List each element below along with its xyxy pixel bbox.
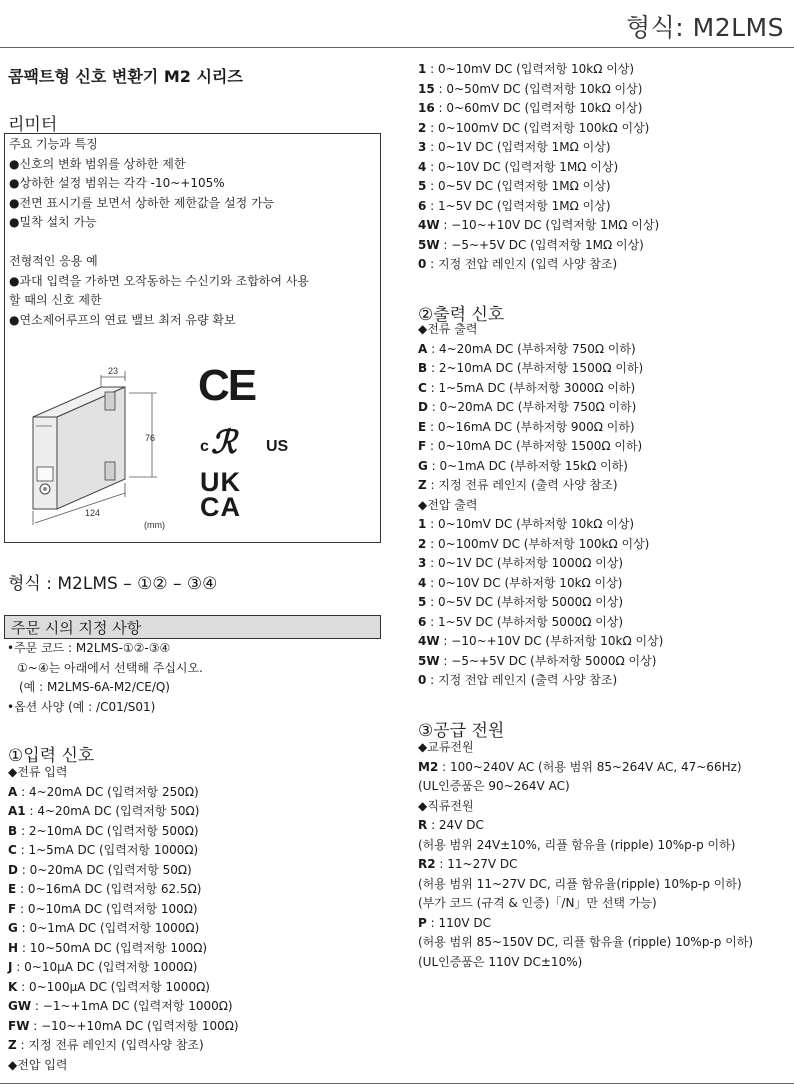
spec-line bbox=[8, 919, 239, 939]
spec-line bbox=[418, 418, 663, 438]
device-dimension-drawing bbox=[5, 359, 195, 539]
spec-line bbox=[8, 939, 239, 959]
spec-line bbox=[8, 978, 239, 998]
spec-line bbox=[418, 379, 663, 399]
dimension-width: 23 bbox=[108, 366, 119, 376]
spec-code: FW bbox=[8, 1018, 30, 1033]
spec-code: 5W bbox=[418, 237, 440, 252]
features-heading: 주요 기능과 특징 bbox=[9, 137, 98, 151]
spec-line bbox=[418, 875, 753, 895]
input-current-heading: ◆전류 입력 bbox=[8, 765, 68, 779]
spec-code: Z bbox=[8, 1038, 17, 1052]
spec-code: H bbox=[8, 940, 19, 955]
spec-code: F bbox=[418, 439, 427, 453]
spec-text: : 1~5V DC (부하저항 5000Ω 이상) bbox=[426, 614, 624, 629]
spec-text: : 지정 전압 레인지 (출력 사양 참조) bbox=[426, 673, 618, 687]
spec-text: : 0~1V DC (부하저항 1000Ω 이상) bbox=[426, 556, 624, 570]
spec-code: D bbox=[418, 400, 428, 414]
ul-c-label: c bbox=[200, 438, 209, 455]
spec-text: : 0~20mA DC (부하저항 750Ω 이하) bbox=[427, 400, 637, 414]
spec-code: 0 bbox=[418, 257, 427, 271]
spec-code: 1 bbox=[418, 62, 427, 76]
spec-text: : 1~5V DC (입력저항 1MΩ 이상) bbox=[426, 198, 611, 213]
spec-text: : 0~10mA DC (부하저항 1500Ω 이하) bbox=[426, 439, 643, 453]
dimension-depth: 124 bbox=[85, 508, 101, 518]
spec-line bbox=[418, 177, 659, 197]
power-ac-heading: ◆교류전원 bbox=[418, 740, 474, 754]
spec-code: GW bbox=[8, 999, 32, 1013]
spec-text: : 0~16mA DC (입력저항 62.5Ω) bbox=[16, 882, 202, 896]
series-title: 콤팩트형 신호 변환기 M2 시리즈 bbox=[8, 67, 243, 86]
spec-text: : −10~+10V DC (부하저항 10kΩ 이상) bbox=[439, 634, 664, 648]
feature-item: ●밀착 설치 가능 bbox=[9, 215, 97, 229]
input-current-list bbox=[8, 763, 239, 1075]
spec-line bbox=[418, 437, 663, 457]
spec-code: P bbox=[418, 915, 427, 930]
spec-code: 5 bbox=[418, 595, 427, 609]
spec-text: : −5~+5V DC (부하저항 5000Ω 이상) bbox=[439, 653, 657, 668]
spec-text: : 0~5V DC (입력저항 1MΩ 이상) bbox=[426, 179, 611, 193]
ordering-line: (예 : M2LMS-6A-M2/CE/Q) bbox=[19, 680, 170, 694]
spec-text: : 24V DC bbox=[427, 818, 484, 832]
spec-line bbox=[8, 822, 239, 842]
spec-line bbox=[418, 359, 663, 379]
spec-line bbox=[418, 119, 659, 139]
spec-code: 6 bbox=[418, 614, 427, 629]
spec-text: : 2~10mA DC (입력저항 500Ω) bbox=[17, 823, 199, 838]
spec-text: : 지정 전압 레인지 (입력 사양 참조) bbox=[426, 257, 618, 271]
spec-code: K bbox=[8, 979, 18, 994]
spec-code: Z bbox=[418, 478, 427, 492]
spec-code: M2 bbox=[418, 759, 439, 774]
feature-item: ●신호의 변화 범위를 상하한 제한 bbox=[9, 156, 186, 171]
spec-line bbox=[418, 398, 663, 418]
spec-code: C bbox=[418, 380, 427, 395]
page-title: 형식: M2LMS bbox=[625, 13, 784, 42]
spec-code: B bbox=[8, 823, 18, 838]
spec-line bbox=[418, 515, 663, 535]
spec-line bbox=[418, 457, 663, 477]
spec-line bbox=[418, 758, 753, 778]
spec-text: : 0~10V DC (부하저항 10kΩ 이상) bbox=[426, 575, 623, 590]
spec-line bbox=[8, 783, 239, 803]
spec-line bbox=[418, 652, 663, 672]
spec-code: R2 bbox=[418, 857, 436, 871]
spec-line bbox=[8, 900, 239, 920]
spec-code: A bbox=[8, 784, 18, 799]
spec-line bbox=[418, 138, 659, 158]
spec-text: : 10~50mA DC (입력저항 100Ω) bbox=[18, 940, 208, 955]
spec-code: B bbox=[418, 361, 428, 375]
application-item: 할 때의 신호 제한 bbox=[9, 293, 102, 307]
ordering-line: •옵션 사양 (예 : /C01/S01) bbox=[7, 699, 156, 714]
spec-text: : 1~5mA DC (부하저항 3000Ω 이하) bbox=[426, 380, 636, 395]
spec-line bbox=[418, 671, 663, 691]
spec-line bbox=[418, 80, 659, 100]
spec-text: (허용 범위 11~27V DC, 리플 함유율(ripple) 10%p-p 이하) bbox=[418, 876, 742, 891]
spec-text: : 4~20mA DC (입력저항 50Ω) bbox=[25, 804, 200, 818]
spec-code: A bbox=[418, 341, 428, 356]
input-voltage-list bbox=[418, 60, 659, 275]
spec-line bbox=[418, 216, 659, 236]
model-code: 형식 : M2LMS – ①② – ③④ bbox=[8, 574, 218, 594]
spec-code: G bbox=[8, 921, 18, 935]
spec-code: F bbox=[8, 901, 17, 916]
spec-text: (허용 범위 85~150V DC, 리플 함유율 (ripple) 10%p-p 이하) bbox=[418, 935, 754, 949]
spec-line bbox=[418, 632, 663, 652]
spec-code: 2 bbox=[418, 536, 427, 551]
spec-line bbox=[418, 340, 663, 360]
spec-line bbox=[418, 914, 753, 934]
spec-text: : 2~10mA DC (부하저항 1500Ω 이하) bbox=[427, 361, 644, 375]
ce-mark-icon: CE bbox=[198, 361, 256, 410]
footer-divider bbox=[0, 1083, 794, 1084]
input-voltage-heading: ◆전압 입력 bbox=[8, 1057, 68, 1072]
spec-line bbox=[8, 861, 239, 881]
spec-text: : 110V DC bbox=[426, 915, 492, 930]
spec-code: 16 bbox=[418, 101, 435, 115]
spec-text: : 0~10μA DC (입력저항 1000Ω) bbox=[12, 960, 198, 974]
spec-line bbox=[418, 593, 663, 613]
spec-text: : 0~5V DC (부하저항 5000Ω 이상) bbox=[426, 595, 624, 609]
feature-item: ●전면 표시기를 보면서 상하한 제한값을 설정 가능 bbox=[9, 195, 275, 210]
spec-code: E bbox=[8, 882, 17, 896]
spec-text: (허용 범위 24V±10%, 리플 함유율 (ripple) 10%p-p 이하) bbox=[418, 837, 736, 852]
ukca-mark-icon bbox=[200, 467, 241, 522]
spec-text: : 지정 전류 레인지 (입력사양 참조) bbox=[16, 1038, 204, 1052]
spec-line bbox=[8, 1017, 239, 1037]
spec-line bbox=[418, 476, 663, 496]
spec-line bbox=[418, 255, 659, 275]
spec-code: R bbox=[418, 818, 428, 832]
spec-text: : 0~50mV DC (입력저항 10kΩ 이상) bbox=[434, 81, 643, 96]
spec-code: D bbox=[8, 862, 18, 877]
ul-logo-icon: ℛ bbox=[211, 424, 237, 460]
spec-text: : 지정 전류 레인지 (출력 사양 참조) bbox=[426, 478, 618, 492]
spec-text: : 0~60mV DC (입력저항 10kΩ 이상) bbox=[434, 101, 643, 115]
power-heading: ③공급 전원 bbox=[418, 721, 505, 741]
spec-code: 6 bbox=[418, 198, 427, 213]
product-name: 리미터 bbox=[8, 115, 58, 135]
spec-line bbox=[418, 99, 659, 119]
spec-code: 4W bbox=[418, 218, 440, 232]
spec-line bbox=[418, 816, 753, 836]
applications-heading: 전형적인 응용 예 bbox=[9, 254, 98, 268]
spec-line bbox=[8, 997, 239, 1017]
spec-line bbox=[418, 60, 659, 80]
spec-text: : 4~20mA DC (부하저항 750Ω 이하) bbox=[427, 341, 636, 356]
spec-code: G bbox=[418, 458, 428, 473]
spec-line bbox=[8, 1036, 239, 1056]
spec-line bbox=[418, 855, 753, 875]
spec-code: 5W bbox=[418, 653, 440, 668]
spec-text: : 0~1mA DC (부하저항 15kΩ 이하) bbox=[427, 458, 628, 473]
features-box bbox=[4, 133, 381, 543]
spec-line bbox=[418, 894, 753, 914]
ordering-line: ①~④는 아래에서 선택해 주십시오. bbox=[17, 660, 203, 675]
spec-text: : −10~+10V DC (입력저항 1MΩ 이상) bbox=[439, 218, 660, 232]
power-list bbox=[418, 738, 753, 972]
dimension-unit: (mm) bbox=[144, 520, 165, 530]
ordering-line: •주문 코드 : M2LMS-①②-③④ bbox=[7, 641, 171, 655]
output-voltage-heading: ◆전압 출력 bbox=[418, 497, 478, 512]
spec-code: 4W bbox=[418, 634, 440, 648]
spec-text: : 0~10mV DC (부하저항 10kΩ 이상) bbox=[426, 517, 635, 531]
spec-text: : 0~100mV DC (부하저항 100kΩ 이상) bbox=[426, 536, 650, 551]
spec-text: : 4~20mA DC (입력저항 250Ω) bbox=[17, 784, 199, 799]
spec-text: : −5~+5V DC (입력저항 1MΩ 이상) bbox=[439, 237, 644, 252]
spec-text: : 0~20mA DC (입력저항 50Ω) bbox=[17, 862, 192, 877]
spec-text: : 0~1V DC (입력저항 1MΩ 이상) bbox=[426, 140, 611, 154]
spec-text: : 0~10mA DC (입력저항 100Ω) bbox=[16, 901, 198, 916]
spec-code: E bbox=[418, 419, 427, 434]
input-heading: ①입력 신호 bbox=[8, 746, 95, 766]
spec-code: 5 bbox=[418, 179, 427, 193]
spec-code: 2 bbox=[418, 120, 427, 135]
application-item: ●연소제어루프의 연료 밸브 최저 유량 확보 bbox=[9, 312, 236, 327]
spec-line bbox=[418, 535, 663, 555]
spec-line bbox=[418, 236, 659, 256]
spec-text: : 11~27V DC bbox=[435, 857, 518, 871]
header-divider bbox=[0, 47, 794, 48]
spec-text: : 0~1mA DC (입력저항 1000Ω) bbox=[17, 921, 200, 935]
ul-mark-icon bbox=[200, 424, 290, 462]
application-item: ●과대 입력을 가하면 오작동하는 수신기와 조합하여 사용 bbox=[9, 273, 309, 288]
spec-line bbox=[418, 613, 663, 633]
spec-text: : 0~10mV DC (입력저항 10kΩ 이상) bbox=[426, 62, 635, 76]
spec-code: 3 bbox=[418, 556, 427, 570]
spec-code: 4 bbox=[418, 575, 427, 590]
spec-code: 4 bbox=[418, 159, 427, 174]
feature-item: ●상하한 설정 범위는 각각 -10~+105% bbox=[9, 176, 225, 190]
spec-text: : −1~+1mA DC (입력저항 1000Ω) bbox=[31, 999, 233, 1013]
dimension-height: 76 bbox=[145, 433, 156, 443]
spec-code: 3 bbox=[418, 140, 427, 154]
output-current-heading: ◆전류 출력 bbox=[418, 322, 478, 336]
spec-code: C bbox=[8, 843, 17, 857]
spec-line bbox=[418, 158, 659, 178]
spec-text: (UL인증품은 90~264V AC) bbox=[418, 779, 570, 793]
spec-text: : 0~16mA DC (부하저항 900Ω 이하) bbox=[426, 419, 635, 434]
spec-line bbox=[8, 880, 239, 900]
spec-line bbox=[8, 802, 239, 822]
spec-code: 1 bbox=[418, 517, 427, 531]
spec-line bbox=[418, 836, 753, 856]
spec-text: : −10~+10mA DC (입력저항 100Ω) bbox=[29, 1018, 239, 1033]
spec-text: (UL인증품은 110V DC±10%) bbox=[418, 954, 583, 969]
spec-code: 15 bbox=[418, 81, 435, 96]
spec-text: : 0~100mV DC (입력저항 100kΩ 이상) bbox=[426, 120, 650, 135]
spec-text: : 1~5mA DC (입력저항 1000Ω) bbox=[16, 843, 199, 857]
spec-line bbox=[8, 958, 239, 978]
spec-text: : 100~240V AC (허용 범위 85~264V AC, 47~66Hz) bbox=[438, 759, 742, 774]
spec-line bbox=[418, 933, 753, 953]
ul-us-label: US bbox=[266, 438, 289, 455]
spec-text: : 0~10V DC (입력저항 1MΩ 이상) bbox=[426, 159, 619, 174]
spec-line bbox=[418, 197, 659, 217]
output-heading: ②출력 신호 bbox=[418, 305, 505, 325]
spec-line bbox=[418, 554, 663, 574]
spec-line bbox=[8, 841, 239, 861]
ukca-top: UK bbox=[200, 467, 241, 497]
spec-text: (부가 코드 (규격 & 인증)「/N」만 선택 가능) bbox=[418, 896, 657, 910]
spec-text: : 0~100μA DC (입력저항 1000Ω) bbox=[17, 979, 210, 994]
spec-code: 0 bbox=[418, 673, 427, 687]
spec-line bbox=[418, 777, 753, 797]
ukca-bottom: CA bbox=[200, 492, 241, 522]
output-list bbox=[418, 320, 663, 691]
spec-line bbox=[418, 574, 663, 594]
power-dc-heading: ◆직류전원 bbox=[418, 798, 474, 813]
spec-code: A1 bbox=[8, 804, 26, 818]
ordering-heading: 주문 시의 지정 사항 bbox=[4, 615, 381, 639]
spec-line bbox=[418, 953, 753, 973]
spec-code: J bbox=[8, 960, 13, 974]
